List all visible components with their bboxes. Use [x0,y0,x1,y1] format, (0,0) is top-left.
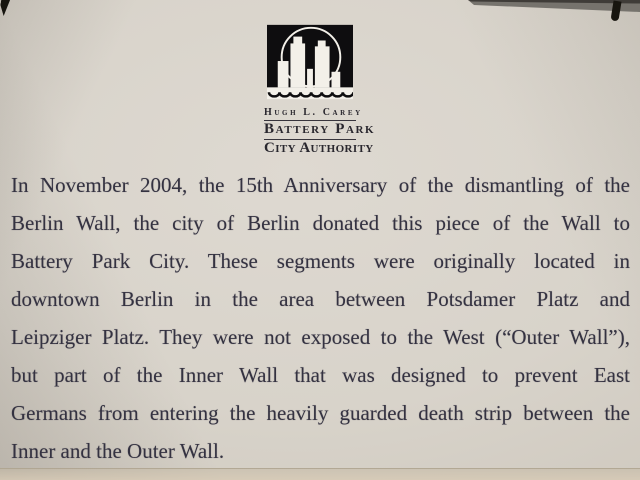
org-name-line1: Hugh L. Carey [264,107,363,118]
plaque-text-line: but part of the Inner Wall that was designed to prevent East [11,363,630,387]
plaque-text-line: In November 2004, the 15th Anniversary of the dismantling of the [11,173,630,197]
plaque-text-line: Leipziger Platz. They were not exposed to the West (“Outer Wall”), [11,325,630,349]
org-name-line3: City Authority [264,140,374,156]
plaque-text-line: downtown Berlin in the area between Potsdamer Platz and [11,287,630,311]
mounting-clip-right-icon [610,0,621,21]
plaque-text-line: Inner and the Outer Wall. [11,439,225,463]
sign-bottom-edge [0,468,640,480]
authority-logo [264,24,376,156]
plaque-paragraph [11,166,630,470]
top-rail [0,0,640,26]
plaque-text-line: Battery Park City. These segments were originally located in [11,249,630,273]
plaque-text-line: Berlin Wall, the city of Berlin donated this piece of the Wall to [11,211,630,235]
plaque-text-line: Germans from entering the heavily guarded death strip between the [11,401,630,425]
city-skyline-logo-icon [267,24,353,100]
mounting-clip-left-icon [0,0,10,17]
org-name-line2: Battery Park [264,121,376,137]
